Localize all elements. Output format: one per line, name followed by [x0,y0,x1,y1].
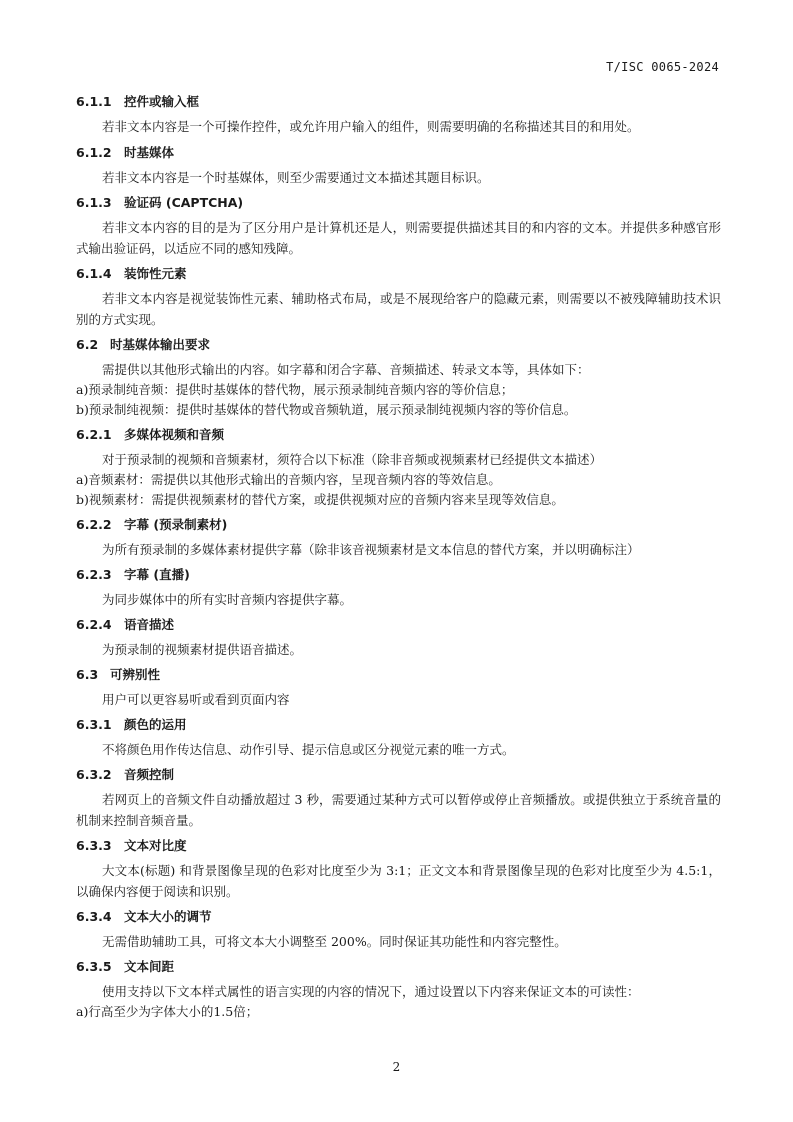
section-heading-6-3 [76,668,721,682]
section-text: 用户可以更容易听或看到页面内容 [102,692,290,707]
section-heading-6-3-1 [76,718,721,732]
section-title: 多媒体视频和音频 [124,427,225,442]
section-text: 不将颜色用作传达信息、动作引导、提示信息或区分视觉元素的唯一方式。 [102,742,515,757]
document-code: T/ISC 0065-2024 [606,60,719,74]
section-heading-6-1-2 [76,146,721,160]
list-item: b)预录制纯视频：提供时基媒体的替代物或音频轨道，展示预录制纯视频内容的等价信息。 [76,402,577,417]
section-text: 若非文本内容是视觉装饰性元素、辅助格式布局，或是不展现给客户的隐藏元素，则需要以不被残障辅助技术识别的方式实现。 [76,291,721,327]
list-item: a)行高至少为字体大小的1.5倍； [76,1004,259,1019]
section-body [76,982,721,1022]
section-number: 6.2 [76,337,99,352]
section-heading-6-2-2 [76,518,721,532]
section-text: 若非文本内容的目的是为了区分用户是计算机还是人，则需要提供描述其目的和内容的文本。并提供多种感官形式输出验证码，以适应不同的感知残障。 [76,220,721,256]
section-heading-6-3-3 [76,839,721,853]
section-title: 时基媒体输出要求 [110,337,211,352]
document-body [76,95,721,1028]
section-title: 语音描述 [124,617,175,632]
section-text: 若非文本内容是一个时基媒体，则至少需要通过文本描述其题目标识。 [102,169,490,185]
section-title: 装饰性元素 [124,266,187,281]
section-number: 6.2.3 [76,567,112,582]
section-text: 为所有预录制的多媒体素材提供字幕（除非该音视频素材是文本信息的替代方案，并以明确标注） [102,542,640,557]
section-number: 6.1.1 [76,94,112,109]
section-number: 6.3.4 [76,909,112,924]
section-heading-6-3-5 [76,960,721,974]
section-title: 颜色的运用 [124,717,187,732]
page-number: 2 [392,1060,401,1074]
list-item: a)预录制纯音频：提供时基媒体的替代物，展示预录制纯音频内容的等价信息； [76,382,514,397]
section-number: 6.2.1 [76,427,112,442]
section-body [76,360,721,420]
list-item: a)音频素材：需提供以其他形式输出的音频内容，呈现音频内容的等效信息。 [76,472,501,487]
section-heading-6-1-4 [76,267,721,281]
section-heading-6-2 [76,338,721,352]
section-number: 6.3 [76,667,99,682]
section-heading-6-1-1 [76,95,721,109]
section-number: 6.1.2 [76,144,112,160]
section-number: 6.3.2 [76,767,112,782]
section-title: 文本大小的调节 [124,909,212,924]
section-text: 大文本(标题) 和背景图像呈现的色彩对比度至少为 3:1；正文文本和背景图像呈现的色彩对比度至少为 4.5:1，以确保内容便于阅读和识别。 [76,863,721,899]
section-title: 文本对比度 [124,838,187,853]
section-heading-6-2-1 [76,428,721,442]
section-text: 若网页上的音频文件自动播放超过 3 秒，需要通过某种方式可以暂停或停止音频播放。或提供独立于系统音量的机制来控制音频音量。 [76,792,721,828]
section-number: 6.2.4 [76,617,112,632]
section-title: 控件或输入框 [124,94,200,109]
section-number: 6.2.2 [76,517,112,532]
section-title: 时基媒体 [124,144,175,160]
section-heading-6-2-4 [76,618,721,632]
list-item: b)视频素材：需提供视频素材的替代方案，或提供视频对应的音频内容来呈现等效信息。 [76,492,564,507]
section-intro: 对于预录制的视频和音频素材，须符合以下标准（除非音频或视频素材已经提供文本描述） [102,452,603,467]
section-title: 文本间距 [124,959,175,974]
section-text: 为同步媒体中的所有实时音频内容提供字幕。 [102,592,353,607]
section-number: 6.3.1 [76,717,112,732]
section-heading-6-2-3 [76,568,721,582]
section-number: 6.1.3 [76,195,112,210]
section-title: 字幕 (预录制素材) [124,517,228,532]
section-number: 6.3.5 [76,959,112,974]
section-intro: 需提供以其他形式输出的内容。如字幕和闭合字幕、音频描述、转录文本等，具体如下： [102,362,590,377]
section-number: 6.3.3 [76,838,112,853]
section-number: 6.1.4 [76,266,112,281]
section-heading-6-3-2 [76,768,721,782]
section-title: 音频控制 [124,767,175,782]
section-body [76,450,721,510]
section-title: 验证码 (CAPTCHA) [124,195,244,210]
section-title: 字幕 (直播) [124,567,190,582]
section-intro: 使用支持以下文本样式属性的语言实现的内容的情况下，通过设置以下内容来保证文本的可读性： [102,984,640,999]
section-heading-6-1-3 [76,196,721,210]
section-heading-6-3-4 [76,910,721,924]
section-title: 可辨别性 [110,667,161,682]
section-text: 为预录制的视频素材提供语音描述。 [102,642,303,657]
section-text: 若非文本内容是一个可操作控件，或允许用户输入的组件，则需要明确的名称描述其目的和用处。 [102,119,640,134]
section-text: 无需借助辅助工具，可将文本大小调整至 200%。同时保证其功能性和内容完整性。 [102,934,567,949]
